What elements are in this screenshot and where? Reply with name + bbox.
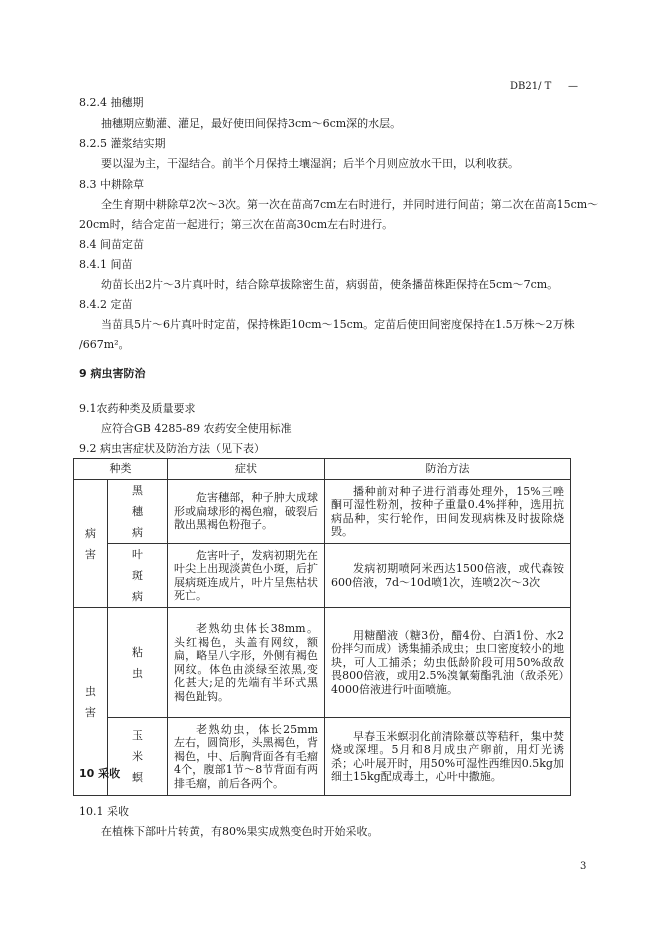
col-header-symptom: 症状 xyxy=(168,459,325,480)
para-8-4-2-line1: 当苗具5片～6片真叶时定苗，保持株距10cm～15cm。定苗后使田间密度保持在1.5万株～2万株 xyxy=(101,318,575,331)
col-header-kind: 种类 xyxy=(74,459,168,480)
symptom-cell: 老熟幼虫体长38mm。头红褐色，头盖有网纹，额扁，略呈八字形，外侧有褐色网纹。体色由淡绿至浓黑,变化甚大;足的先端有半环式黑褐色趾钩。 xyxy=(168,608,325,718)
table-row xyxy=(74,718,571,796)
heading-8-2-5: 8.2.5 灌浆结实期 xyxy=(79,137,166,150)
method-cell: 发病初期喷阿米西达1500倍液，或代森铵600倍液，7d～10d喷1次，连喷2次～3次 xyxy=(325,544,571,608)
heading-8-2-4: 8.2.4 抽穗期 xyxy=(79,96,144,109)
para-8-3-line2: 20cm时，结合定苗一起进行；第三次在苗高30cm左右时进行。 xyxy=(79,218,394,231)
para-10-1: 在植株下部叶片转黄，有80%果实成熟变色时开始采收。 xyxy=(101,825,379,838)
heading-10: 10 采收 xyxy=(79,767,121,780)
name-cell xyxy=(108,480,168,544)
table-row xyxy=(74,480,571,544)
para-8-4-1: 幼苗长出2片～3片真叶时，结合除草拔除密生苗，病弱苗，使条播苗株距保持在5cm～7cm。 xyxy=(101,278,559,291)
category-disease: 病害 xyxy=(85,526,96,561)
table-header-row xyxy=(74,459,571,480)
heading-10-1: 10.1 采收 xyxy=(79,805,129,818)
symptom-cell: 危害穗部，种子肿大成球形或扁球形的褐色瘤，破裂后散出黑褐色粉孢子。 xyxy=(168,480,325,544)
heading-9-2: 9.2 病虫害症状及防治方法（见下表） xyxy=(79,442,265,455)
method-cell: 播种前对种子进行消毒处理外，15%三唑酮可湿性粉剂，按种子重量0.4%拌种，选用抗病品种，实行轮作，田间发现病株及时拔除烧毁。 xyxy=(325,480,571,544)
category-pest: 虫害 xyxy=(85,684,96,719)
heading-8-4: 8.4 间苗定苗 xyxy=(79,238,144,251)
symptom-cell: 危害叶子，发病初期先在叶尖上出现淡黄色小斑，后扩展病斑连成片，叶片呈焦枯状死亡。 xyxy=(168,544,325,608)
para-8-2-5: 要以湿为主，干湿结合。前半个月保持土壤湿润；后半个月则应放水干田，以利收获。 xyxy=(101,157,519,170)
category-cell xyxy=(74,480,108,608)
header-dash: — xyxy=(568,81,578,92)
standard-code: DB21/ T xyxy=(510,81,552,92)
para-8-4-2-line2: /667m²。 xyxy=(79,338,130,351)
pest-name: 玉米螟 xyxy=(132,729,143,784)
pest-table xyxy=(73,458,571,796)
para-9-1: 应符合GB 4285-89 农药安全使用标准 xyxy=(101,422,292,435)
para-8-3-line1: 全生育期中耕除草2次～3次。第一次在苗高7cm左右时进行，并同时进行间苗；第二次在苗高15cm～ xyxy=(101,198,599,211)
heading-9-1: 9.1农药种类及质量要求 xyxy=(79,402,196,415)
table-row xyxy=(74,608,571,718)
name-cell xyxy=(108,718,168,796)
heading-8-4-2: 8.4.2 定苗 xyxy=(79,298,133,311)
method-cell: 用糖醋液（糖3份，醋4份、白酒1份、水2份拌匀而成）诱集捕杀成虫；虫口密度较小的地块，可人工捕杀；幼虫低龄阶段可用50%敌敌畏800倍液，或用2.5%溴氰菊酯乳油（敌杀死）4000倍液进行叶面喷施。 xyxy=(325,608,571,718)
name-cell xyxy=(108,608,168,718)
pest-name: 黑穗病 xyxy=(132,484,143,539)
method-cell: 早春玉米螟羽化前清除薹苡等秸秆，集中焚烧或深埋。5月和8月成虫产卵前，用灯光诱杀；心叶展开时，用50%可湿性西维因0.5kg加细土15kg配成毒土，心叶中撒施。 xyxy=(325,718,571,796)
pest-name: 粘虫 xyxy=(132,645,143,680)
table-row xyxy=(74,544,571,608)
page-number: 3 xyxy=(580,861,587,872)
pest-name: 叶斑病 xyxy=(132,548,143,603)
symptom-cell: 老熟幼虫，体长25mm左右，圆筒形，头黑褐色，背褐色，中、后胸背面各有毛瘤4个，腹部1节～8节背面有两排毛瘤，前后各两个。 xyxy=(168,718,325,796)
heading-8-4-1: 8.4.1 间苗 xyxy=(79,258,133,271)
heading-8-3: 8.3 中耕除草 xyxy=(79,178,144,191)
col-header-method: 防治方法 xyxy=(325,459,571,480)
heading-9: 9 病虫害防治 xyxy=(79,367,146,380)
para-8-2-4: 抽穗期应勤灌、灌足，最好使田间保持3cm～6cm深的水层。 xyxy=(101,117,402,130)
name-cell xyxy=(108,544,168,608)
